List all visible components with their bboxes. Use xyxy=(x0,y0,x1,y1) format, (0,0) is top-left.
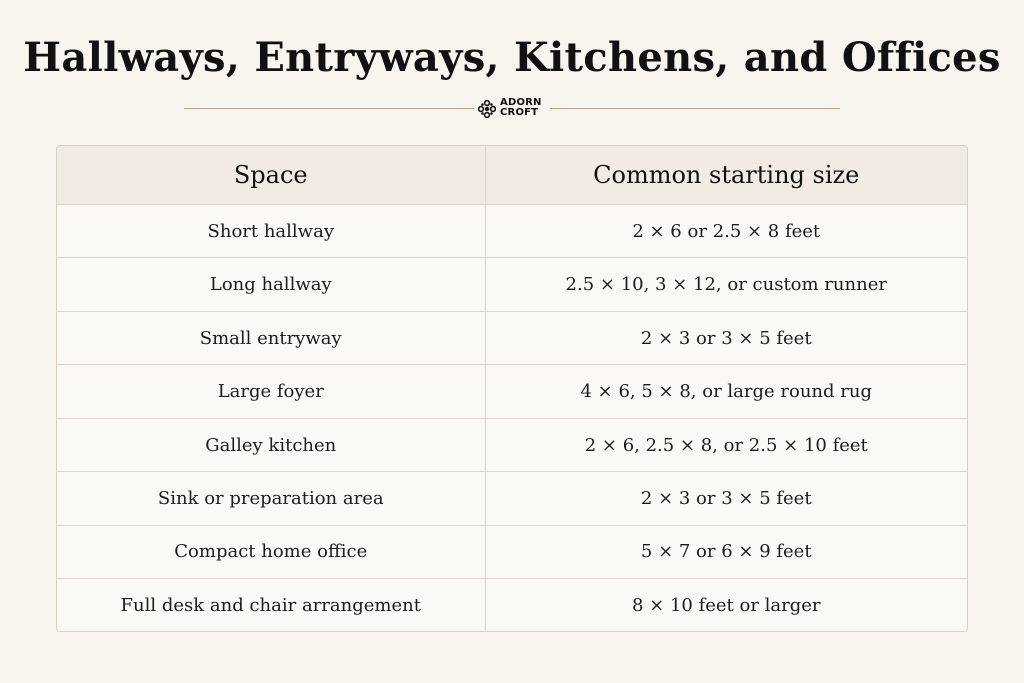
table-row xyxy=(57,258,967,311)
table-row xyxy=(57,579,967,631)
table-row xyxy=(57,205,967,258)
cell-size: 2.5 × 10, 3 × 12, or custom runner xyxy=(485,258,967,311)
cell-size: 2 × 6 or 2.5 × 8 feet xyxy=(485,205,967,258)
cell-size: 2 × 3 or 3 × 5 feet xyxy=(485,472,967,525)
logo-line-2: CROFT xyxy=(500,107,539,118)
table-row xyxy=(57,311,967,364)
table-row xyxy=(57,418,967,471)
cell-size: 5 × 7 or 6 × 9 feet xyxy=(485,525,967,578)
cell-space: Compact home office xyxy=(57,525,485,578)
cell-size: 8 × 10 feet or larger xyxy=(631,594,821,616)
cell-space: Small entryway xyxy=(57,311,485,364)
logo-wordmark xyxy=(500,98,542,118)
table-row xyxy=(57,525,967,578)
title-divider xyxy=(184,97,840,121)
size-table xyxy=(56,145,968,632)
divider-line-left xyxy=(184,108,474,109)
cell-space: Short hallway xyxy=(57,205,485,258)
cell-space: Full desk and chair arrangement xyxy=(57,579,485,631)
table-row xyxy=(57,365,967,418)
column-header-size: Common starting size xyxy=(485,146,967,205)
cell-space: Large foyer xyxy=(57,365,485,418)
cell-size: 2 × 3 or 3 × 5 feet xyxy=(485,311,967,364)
divider-line-right xyxy=(550,108,840,109)
column-header-space: Space xyxy=(57,146,485,205)
flower-logo-icon xyxy=(478,100,496,118)
table-row xyxy=(57,472,967,525)
cell-space: Galley kitchen xyxy=(57,418,485,471)
page-title: Hallways, Entryways, Kitchens, and Offices xyxy=(23,34,1001,81)
logo-line-1: ADORN xyxy=(500,97,542,108)
cell-size: 2 × 6, 2.5 × 8, or 2.5 × 10 feet xyxy=(485,418,967,471)
cell-size: 4 × 6, 5 × 8, or large round rug xyxy=(485,365,967,418)
brand-logo xyxy=(478,97,548,121)
cell-space: Long hallway xyxy=(57,258,485,311)
table-header-row xyxy=(57,146,967,205)
cell-space: Sink or preparation area xyxy=(57,472,485,525)
